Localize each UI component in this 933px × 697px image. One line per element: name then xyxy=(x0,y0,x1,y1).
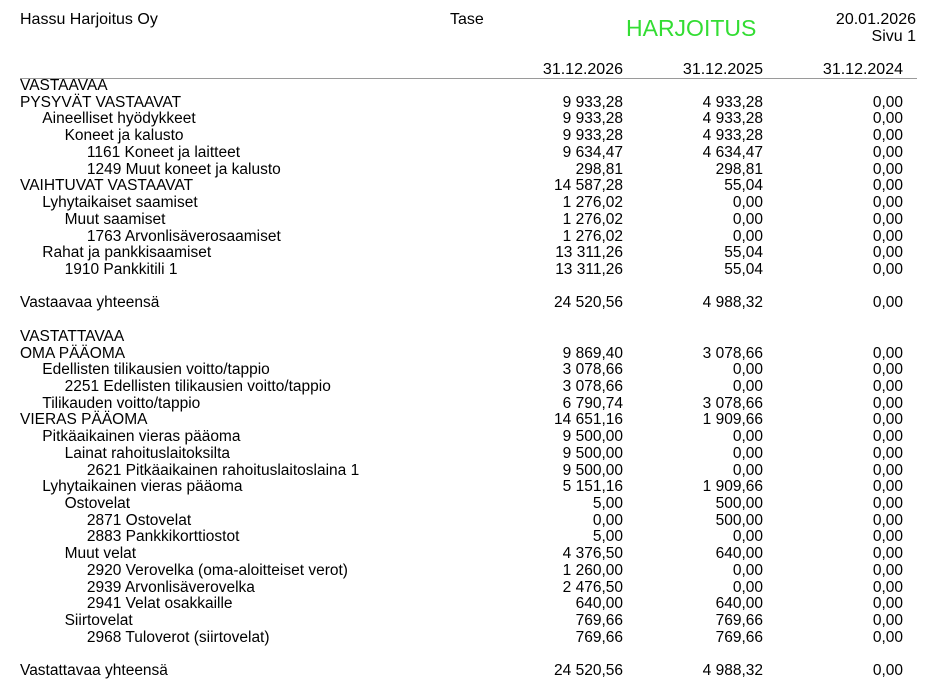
row-value-col-2: 4 933,28 xyxy=(702,93,763,111)
table-row xyxy=(0,127,933,144)
row-value-col-3: 0,00 xyxy=(872,160,903,178)
row-value-col-3: 0,00 xyxy=(872,177,903,195)
row-value-col-3: 0,00 xyxy=(872,378,903,395)
row-value-col-1: 1 276,02 xyxy=(562,210,623,228)
row-value-col-2: 0,00 xyxy=(732,227,763,245)
row-label: 2883 Pankkikorttiostot xyxy=(86,528,240,546)
row-value-col-2: 0,00 xyxy=(732,378,763,395)
row-value-col-2: 4 988,32 xyxy=(702,294,763,312)
table-row xyxy=(0,462,933,479)
row-value-col-2: 3 078,66 xyxy=(702,344,763,362)
row-value-col-3: 0,00 xyxy=(872,628,903,646)
row-value-col-3: 0,00 xyxy=(872,612,903,629)
row-value-col-2: 0,00 xyxy=(732,561,763,579)
row-label: Lainat rahoituslaitoksilta xyxy=(64,444,231,462)
row-value-col-2: 500,00 xyxy=(715,511,763,529)
row-value-col-2: 4 634,47 xyxy=(702,143,763,161)
row-value-col-3: 0,00 xyxy=(872,411,903,429)
row-value-col-1: 6 790,74 xyxy=(562,394,623,412)
row-value-col-3: 0,00 xyxy=(872,143,903,161)
row-value-col-1: 4 376,50 xyxy=(562,545,623,563)
row-label: OMA PÄÄOMA xyxy=(20,344,126,362)
row-label: Aineelliset hyödykkeet xyxy=(42,110,196,128)
row-value-col-3: 0,00 xyxy=(872,194,903,211)
row-label: 2920 Verovelka (oma-aloitteiset verot) xyxy=(86,561,348,579)
row-value-col-2: 55,04 xyxy=(724,244,763,262)
row-value-col-3: 0,00 xyxy=(872,361,903,379)
row-value-col-2: 4 933,28 xyxy=(702,127,763,145)
row-value-col-1: 9 634,47 xyxy=(562,143,623,161)
row-value-col-1: 9 933,28 xyxy=(562,110,623,128)
row-value-col-1: 24 520,56 xyxy=(554,294,623,312)
table-row xyxy=(0,177,933,194)
row-label: PYSYVÄT VASTAAVAT xyxy=(20,93,182,111)
row-value-col-3: 0,00 xyxy=(872,511,903,529)
table-row xyxy=(0,161,933,178)
spacer-row xyxy=(0,311,933,328)
row-value-col-2: 0,00 xyxy=(732,578,763,596)
row-value-col-3: 0,00 xyxy=(872,478,903,496)
table-row xyxy=(0,395,933,412)
row-value-col-3: 0,00 xyxy=(872,127,903,145)
row-value-col-1: 2 476,50 xyxy=(562,578,623,596)
spacer-row xyxy=(0,646,933,663)
table-row xyxy=(0,629,933,646)
row-value-col-3: 0,00 xyxy=(872,444,903,462)
table-row xyxy=(0,495,933,512)
row-value-col-3: 0,00 xyxy=(872,578,903,596)
row-value-col-2: 4 933,28 xyxy=(702,110,763,128)
row-value-col-2: 0,00 xyxy=(732,461,763,479)
row-label: Muut velat xyxy=(64,545,137,563)
table-row xyxy=(0,261,933,278)
row-value-col-1: 298,81 xyxy=(575,160,623,178)
table-row xyxy=(0,345,933,362)
row-value-col-1: 14 651,16 xyxy=(554,411,623,429)
row-value-col-1: 5,00 xyxy=(592,528,623,546)
row-label: 2871 Ostovelat xyxy=(86,511,192,529)
row-label: Koneet ja kalusto xyxy=(64,127,184,145)
row-value-col-2: 769,66 xyxy=(715,628,763,646)
row-label: Siirtovelat xyxy=(64,612,133,629)
table-row xyxy=(0,662,933,679)
column-header-2: 31.12.2025 xyxy=(682,61,763,78)
row-value-col-1: 1 260,00 xyxy=(562,561,623,579)
table-row xyxy=(0,562,933,579)
table-row xyxy=(0,361,933,378)
row-value-col-3: 0,00 xyxy=(872,495,903,512)
row-value-col-3: 0,00 xyxy=(872,595,903,613)
table-row xyxy=(0,545,933,562)
row-value-col-1: 0,00 xyxy=(592,511,623,529)
row-value-col-2: 1 909,66 xyxy=(702,411,763,429)
row-label: 2621 Pitkäaikainen rahoituslaitoslaina 1 xyxy=(86,461,360,479)
row-label: 1763 Arvonlisäverosaamiset xyxy=(86,227,281,245)
table-row xyxy=(0,595,933,612)
row-label: 1161 Koneet ja laitteet xyxy=(86,143,240,161)
row-label: VIERAS PÄÄOMA xyxy=(20,411,148,429)
row-label: 2941 Velat osakkaille xyxy=(86,595,233,613)
row-value-col-1: 13 311,26 xyxy=(555,244,623,262)
row-value-col-3: 0,00 xyxy=(872,244,903,262)
row-value-col-2: 1 909,66 xyxy=(702,478,763,496)
row-label: 2251 Edellisten tilikausien voitto/tappio xyxy=(64,378,331,395)
row-value-col-2: 0,00 xyxy=(732,528,763,546)
table-row xyxy=(0,445,933,462)
table-row xyxy=(0,528,933,545)
row-value-col-1: 5 151,16 xyxy=(562,478,623,496)
row-value-col-2: 0,00 xyxy=(732,444,763,462)
table-row xyxy=(0,194,933,211)
row-label: 1249 Muut koneet ja kalusto xyxy=(86,160,281,178)
row-value-col-2: 0,00 xyxy=(732,428,763,446)
row-label: Muut saamiset xyxy=(64,210,166,228)
row-label: Lyhytaikainen vieras pääoma xyxy=(42,478,243,496)
company-name: Hassu Harjoitus Oy xyxy=(20,11,158,28)
row-label: Edellisten tilikausien voitto/tappio xyxy=(42,361,270,379)
row-value-col-1: 640,00 xyxy=(575,595,623,613)
row-label: Vastaavaa yhteensä xyxy=(20,294,160,312)
row-value-col-1: 1 276,02 xyxy=(562,227,623,245)
spacer-row xyxy=(0,278,933,295)
row-value-col-1: 9 933,28 xyxy=(562,93,623,111)
row-value-col-3: 0,00 xyxy=(872,294,903,312)
row-label: Ostovelat xyxy=(64,495,131,512)
row-label: VAIHTUVAT VASTAAVAT xyxy=(20,177,194,195)
table-row xyxy=(0,77,933,94)
row-value-col-1: 1 276,02 xyxy=(562,194,623,211)
row-value-col-1: 769,66 xyxy=(575,612,623,629)
row-value-col-1: 14 587,28 xyxy=(554,177,623,195)
table-row xyxy=(0,428,933,445)
row-label: Pitkäaikainen vieras pääoma xyxy=(42,428,241,446)
row-value-col-1: 3 078,66 xyxy=(562,361,623,379)
table-row xyxy=(0,328,933,345)
table-row xyxy=(0,478,933,495)
row-value-col-3: 0,00 xyxy=(872,428,903,446)
row-value-col-2: 0,00 xyxy=(732,210,763,228)
row-value-col-3: 0,00 xyxy=(872,110,903,128)
row-value-col-3: 0,00 xyxy=(872,260,903,278)
row-value-col-3: 0,00 xyxy=(872,210,903,228)
row-value-col-3: 0,00 xyxy=(872,561,903,579)
row-value-col-3: 0,00 xyxy=(872,394,903,412)
row-value-col-3: 0,00 xyxy=(872,662,903,680)
column-header-1: 31.12.2026 xyxy=(542,61,623,78)
row-label: 2939 Arvonlisäverovelka xyxy=(86,578,255,596)
row-value-col-1: 769,66 xyxy=(575,628,623,646)
row-value-col-3: 0,00 xyxy=(872,344,903,362)
row-label: Rahat ja pankkisaamiset xyxy=(42,244,212,262)
row-value-col-3: 0,00 xyxy=(872,93,903,111)
row-label: VASTAAVAA xyxy=(20,77,108,94)
row-value-col-2: 769,66 xyxy=(715,612,763,629)
row-value-col-2: 3 078,66 xyxy=(702,394,763,412)
column-header-3: 31.12.2024 xyxy=(822,61,903,78)
row-value-col-1: 9 933,28 xyxy=(562,127,623,145)
report-date: 20.01.2026 xyxy=(835,11,916,28)
row-value-col-2: 298,81 xyxy=(715,160,763,178)
table-row xyxy=(0,94,933,111)
table-row xyxy=(0,244,933,261)
table-row xyxy=(0,110,933,127)
row-label: VASTATTAVAA xyxy=(20,327,125,345)
row-value-col-1: 5,00 xyxy=(592,495,623,512)
row-value-col-2: 640,00 xyxy=(715,545,763,563)
table-row xyxy=(0,294,933,311)
row-value-col-2: 0,00 xyxy=(732,361,763,379)
row-value-col-3: 0,00 xyxy=(872,227,903,245)
row-value-col-3: 0,00 xyxy=(872,461,903,479)
row-value-col-1: 9 500,00 xyxy=(562,428,623,446)
row-label: Vastattavaa yhteensä xyxy=(20,662,168,680)
table-row xyxy=(0,211,933,228)
row-value-col-2: 55,04 xyxy=(724,260,763,278)
row-value-col-1: 3 078,66 xyxy=(562,378,623,395)
row-value-col-2: 55,04 xyxy=(724,177,763,195)
table-row xyxy=(0,612,933,629)
table-row xyxy=(0,512,933,529)
table-row xyxy=(0,411,933,428)
report-title: Tase xyxy=(450,11,484,28)
table-row xyxy=(0,228,933,245)
row-value-col-1: 9 500,00 xyxy=(562,444,623,462)
row-label: Tilikauden voitto/tappio xyxy=(42,394,201,412)
table-row xyxy=(0,579,933,596)
row-value-col-2: 0,00 xyxy=(732,194,763,211)
page-number: Sivu 1 xyxy=(871,28,916,45)
table-row xyxy=(0,144,933,161)
row-value-col-3: 0,00 xyxy=(872,528,903,546)
table-row xyxy=(0,378,933,395)
row-label: 2968 Tuloverot (siirtovelat) xyxy=(86,628,270,646)
row-value-col-2: 500,00 xyxy=(715,495,763,512)
row-label: 1910 Pankkitili 1 xyxy=(64,260,178,278)
row-value-col-3: 0,00 xyxy=(872,545,903,563)
row-value-col-1: 24 520,56 xyxy=(554,662,623,680)
row-value-col-2: 4 988,32 xyxy=(702,662,763,680)
row-value-col-1: 9 869,40 xyxy=(562,344,623,362)
practice-watermark: HARJOITUS xyxy=(626,15,757,41)
row-value-col-1: 9 500,00 xyxy=(562,461,623,479)
row-value-col-2: 640,00 xyxy=(715,595,763,613)
row-value-col-1: 13 311,26 xyxy=(555,260,623,278)
row-label: Lyhytaikaiset saamiset xyxy=(42,194,198,211)
